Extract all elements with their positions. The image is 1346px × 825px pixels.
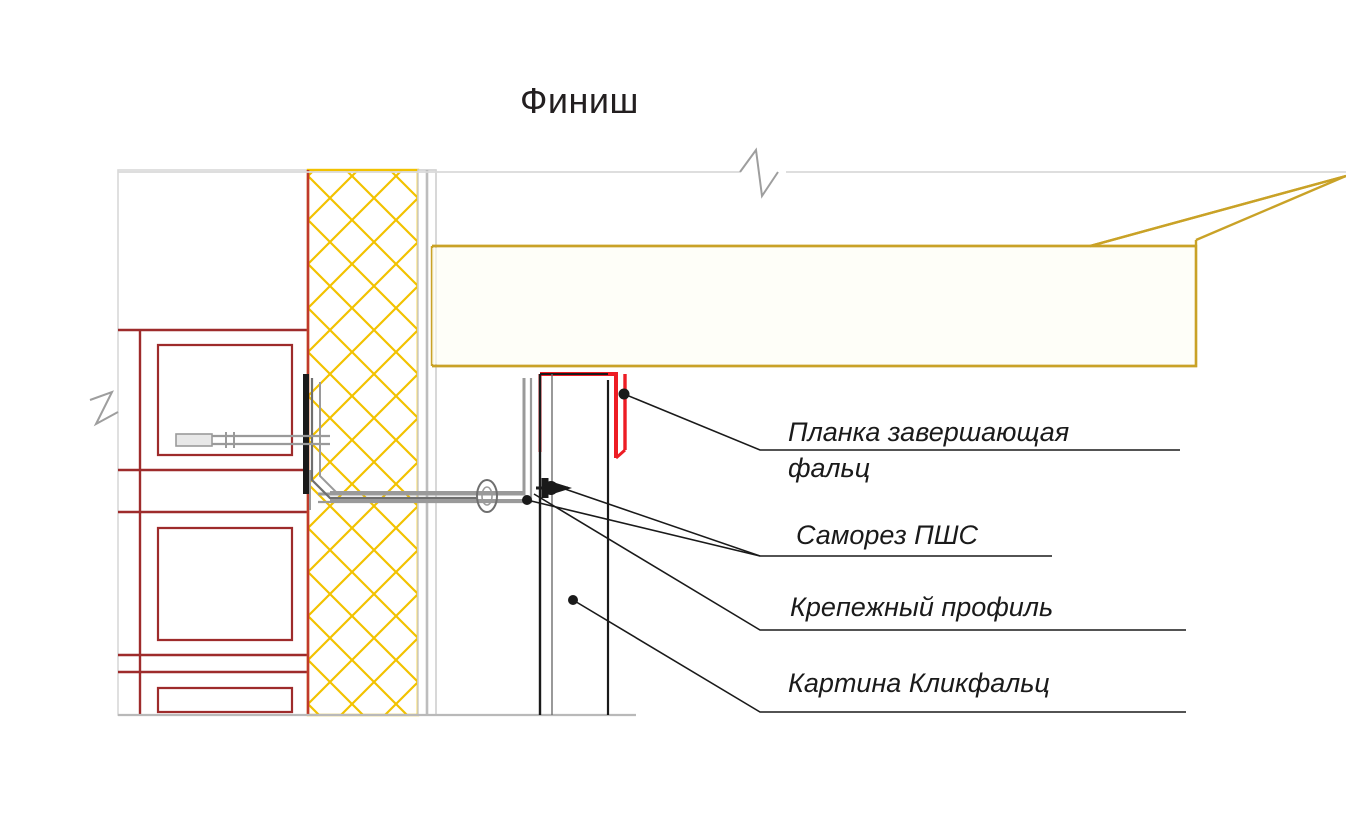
callout-line-2: фальц [788,452,871,483]
diagram-title: Финиш [520,80,639,121]
callout-label-screw-pshs: Саморез ПШС [796,520,979,550]
finish-strip-seam-part [540,374,625,458]
callout-label-fixing-profile: Крепежный профиль [790,592,1054,622]
clickfalz-panel-part [540,374,608,715]
break-line-left [90,392,118,424]
screw-pshs-part [536,478,572,498]
callout-line-1: Планка завершающая [788,417,1070,447]
callout-label-finish-strip-seam [788,415,1069,486]
callout-label-clickfalz-panel: Картина Кликфальц [788,668,1050,698]
insulation-layer [308,170,418,715]
